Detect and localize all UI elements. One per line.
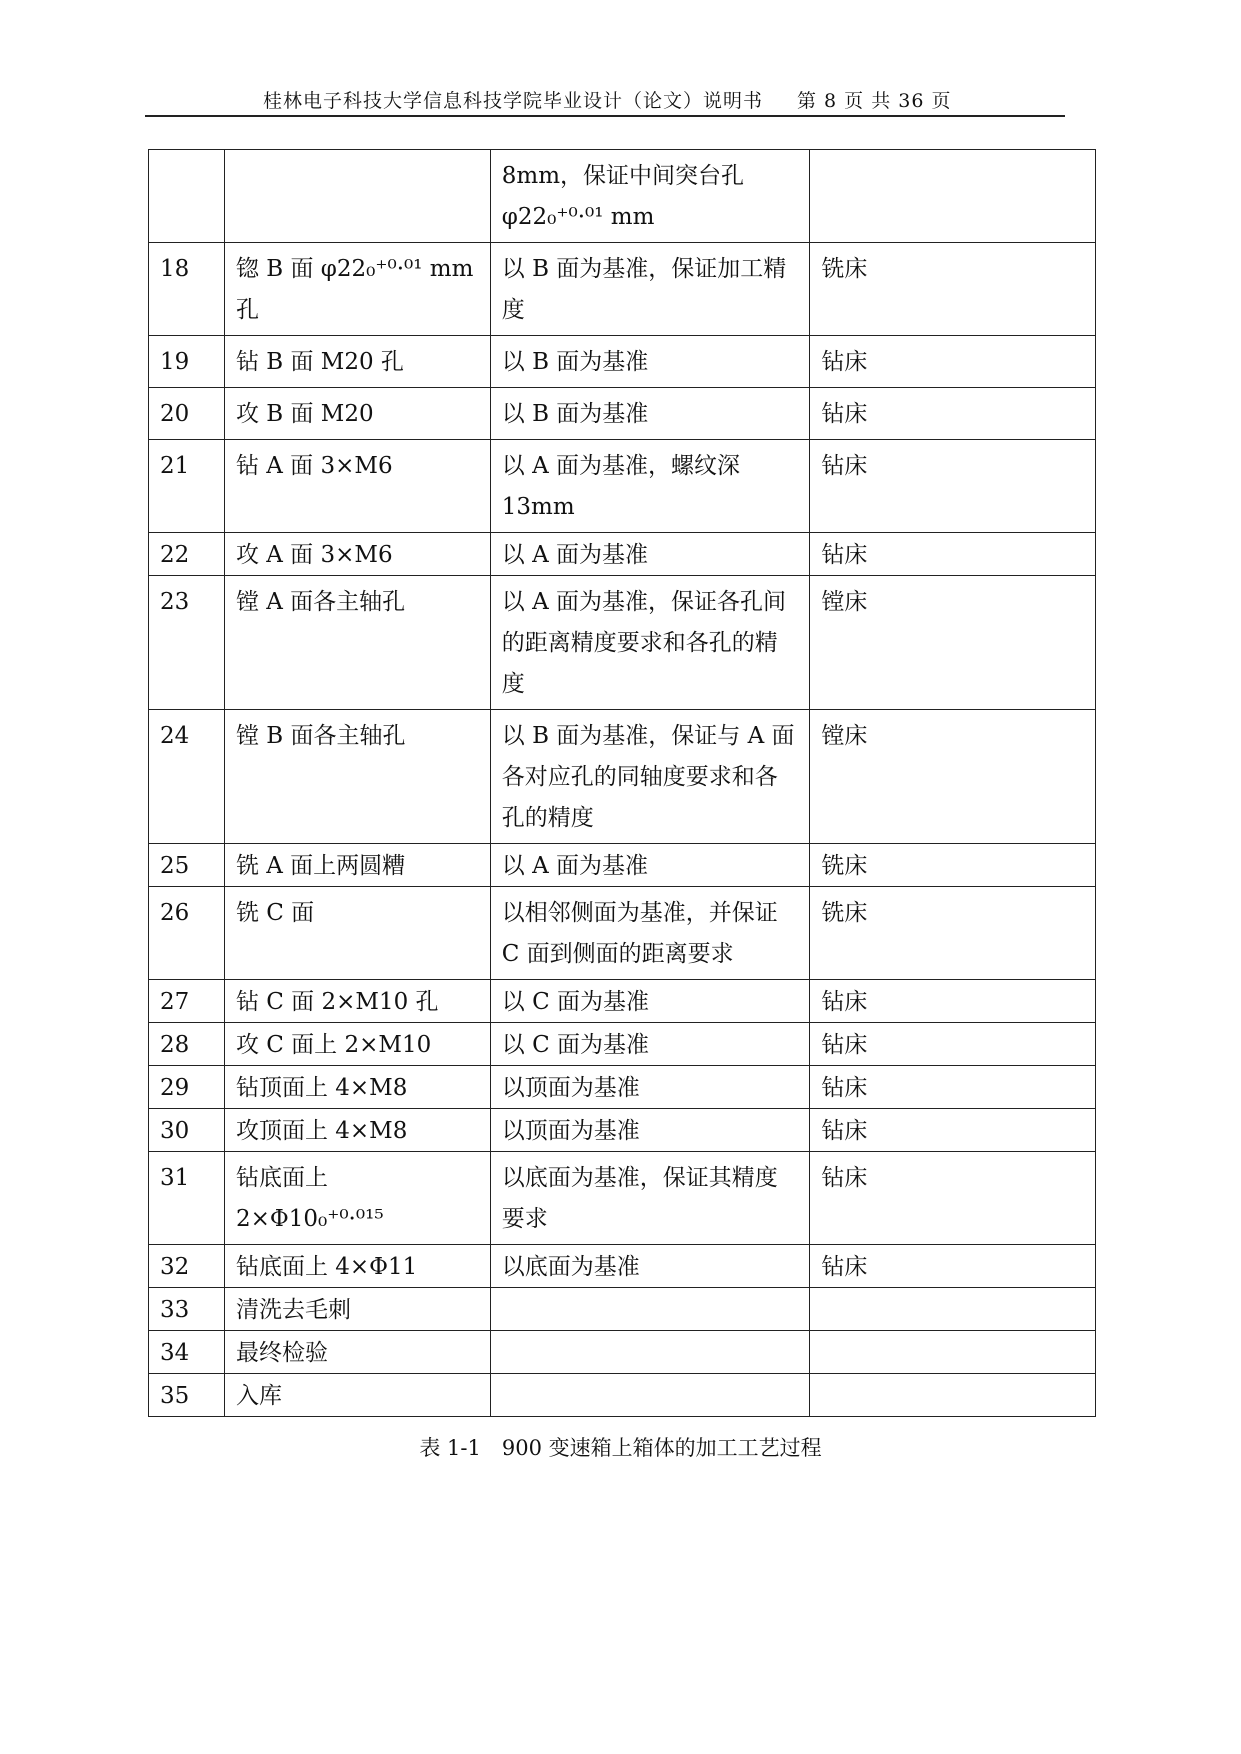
table-row <box>149 388 1096 440</box>
step-number-cell: 23 <box>149 576 225 710</box>
step-number-cell: 21 <box>149 440 225 533</box>
datum-requirement-cell: 以 B 面为基准，保证加工精度 <box>490 243 810 336</box>
process-cell: 铣 C 面 <box>224 887 490 980</box>
machine-tool-cell <box>810 1374 1096 1417</box>
table-row <box>149 887 1096 980</box>
datum-requirement-cell: 以顶面为基准 <box>490 1109 810 1152</box>
machine-tool-cell: 铣床 <box>810 243 1096 336</box>
process-cell: 攻顶面上 4×M8 <box>224 1109 490 1152</box>
table-row <box>149 440 1096 533</box>
step-number-cell: 26 <box>149 887 225 980</box>
table-row <box>149 243 1096 336</box>
machine-tool-cell: 钻床 <box>810 533 1096 576</box>
datum-requirement-cell: 以 B 面为基准 <box>490 388 810 440</box>
datum-requirement-cell: 以 B 面为基准 <box>490 336 810 388</box>
table-row <box>149 1066 1096 1109</box>
process-cell: 钻顶面上 4×M8 <box>224 1066 490 1109</box>
step-number-cell: 35 <box>149 1374 225 1417</box>
process-cell: 镗 A 面各主轴孔 <box>224 576 490 710</box>
process-cell: 镗 B 面各主轴孔 <box>224 710 490 844</box>
datum-requirement-cell <box>490 1374 810 1417</box>
machine-tool-cell: 钻床 <box>810 1023 1096 1066</box>
step-number-cell: 25 <box>149 844 225 887</box>
process-cell: 清洗去毛刺 <box>224 1288 490 1331</box>
datum-requirement-cell <box>490 1288 810 1331</box>
process-cell: 钻 B 面 M20 孔 <box>224 336 490 388</box>
step-number-cell: 32 <box>149 1245 225 1288</box>
datum-requirement-cell: 以 A 面为基准 <box>490 844 810 887</box>
table-row <box>149 1245 1096 1288</box>
datum-requirement-cell: 以 A 面为基准 <box>490 533 810 576</box>
header-title: 桂林电子科技大学信息科技学院毕业设计（论文）说明书 <box>263 90 764 112</box>
datum-requirement-cell: 以底面为基准 <box>490 1245 810 1288</box>
machine-tool-cell <box>810 1288 1096 1331</box>
datum-requirement-cell: 以 A 面为基准，螺纹深 13mm <box>490 440 810 533</box>
machine-tool-cell <box>810 150 1096 243</box>
machine-tool-cell: 钻床 <box>810 1245 1096 1288</box>
datum-requirement-cell: 以底面为基准，保证其精度要求 <box>490 1152 810 1245</box>
machine-tool-cell <box>810 1331 1096 1374</box>
header-rule <box>145 115 1065 117</box>
machine-tool-cell: 钻床 <box>810 336 1096 388</box>
process-cell: 钻底面上 2×Φ10₀⁺⁰·⁰¹⁵ <box>224 1152 490 1245</box>
step-number-cell: 22 <box>149 533 225 576</box>
step-number-cell: 27 <box>149 980 225 1023</box>
process-cell: 攻 C 面上 2×M10 <box>224 1023 490 1066</box>
table-row <box>149 1331 1096 1374</box>
process-cell: 入库 <box>224 1374 490 1417</box>
table-row <box>149 710 1096 844</box>
process-table <box>148 149 1096 1417</box>
step-number-cell: 28 <box>149 1023 225 1066</box>
machine-tool-cell: 镗床 <box>810 576 1096 710</box>
datum-requirement-cell: 以相邻侧面为基准，并保证 C 面到侧面的距离要求 <box>490 887 810 980</box>
process-cell <box>224 150 490 243</box>
step-number-cell: 18 <box>149 243 225 336</box>
machine-tool-cell: 钻床 <box>810 1066 1096 1109</box>
table-caption: 表 1-1 900 变速箱上箱体的加工工艺过程 <box>419 1436 822 1460</box>
machine-tool-cell: 铣床 <box>810 887 1096 980</box>
machine-tool-cell: 钻床 <box>810 1152 1096 1245</box>
step-number-cell: 30 <box>149 1109 225 1152</box>
step-number-cell: 24 <box>149 710 225 844</box>
process-cell: 钻底面上 4×Φ11 <box>224 1245 490 1288</box>
step-number-cell <box>149 150 225 243</box>
step-number-cell: 31 <box>149 1152 225 1245</box>
step-number-cell: 34 <box>149 1331 225 1374</box>
step-number-cell: 20 <box>149 388 225 440</box>
table-row <box>149 980 1096 1023</box>
process-cell: 铣 A 面上两圆糟 <box>224 844 490 887</box>
machine-tool-cell: 钻床 <box>810 1109 1096 1152</box>
table-row <box>149 150 1096 243</box>
process-cell: 锪 B 面 φ22₀⁺⁰·⁰¹ mm 孔 <box>224 243 490 336</box>
datum-requirement-cell: 以 C 面为基准 <box>490 1023 810 1066</box>
table-row <box>149 1152 1096 1245</box>
process-cell: 攻 B 面 M20 <box>224 388 490 440</box>
datum-requirement-cell: 以 A 面为基准，保证各孔间的距离精度要求和各孔的精度 <box>490 576 810 710</box>
machine-tool-cell: 钻床 <box>810 388 1096 440</box>
page-header <box>145 86 1065 116</box>
step-number-cell: 33 <box>149 1288 225 1331</box>
datum-requirement-cell: 以 B 面为基准，保证与 A 面各对应孔的同轴度要求和各孔的精度 <box>490 710 810 844</box>
step-number-cell: 29 <box>149 1066 225 1109</box>
machine-tool-cell: 镗床 <box>810 710 1096 844</box>
table-row <box>149 1023 1096 1066</box>
header-page-info: 第 8 页 共 36 页 <box>797 90 952 112</box>
machine-tool-cell: 铣床 <box>810 844 1096 887</box>
table-row <box>149 533 1096 576</box>
step-number-cell: 19 <box>149 336 225 388</box>
process-cell: 钻 C 面 2×M10 孔 <box>224 980 490 1023</box>
table-row <box>149 1288 1096 1331</box>
datum-requirement-cell <box>490 1331 810 1374</box>
process-cell: 钻 A 面 3×M6 <box>224 440 490 533</box>
table-row <box>149 1109 1096 1152</box>
table-row <box>149 844 1096 887</box>
process-cell: 最终检验 <box>224 1331 490 1374</box>
machine-tool-cell: 钻床 <box>810 980 1096 1023</box>
table-row <box>149 1374 1096 1417</box>
table-row <box>149 576 1096 710</box>
table-row <box>149 336 1096 388</box>
datum-requirement-cell: 以顶面为基准 <box>490 1066 810 1109</box>
datum-requirement-cell: 以 C 面为基准 <box>490 980 810 1023</box>
machine-tool-cell: 钻床 <box>810 440 1096 533</box>
process-cell: 攻 A 面 3×M6 <box>224 533 490 576</box>
datum-requirement-cell: 8mm，保证中间突台孔 φ22₀⁺⁰·⁰¹ mm <box>490 150 810 243</box>
